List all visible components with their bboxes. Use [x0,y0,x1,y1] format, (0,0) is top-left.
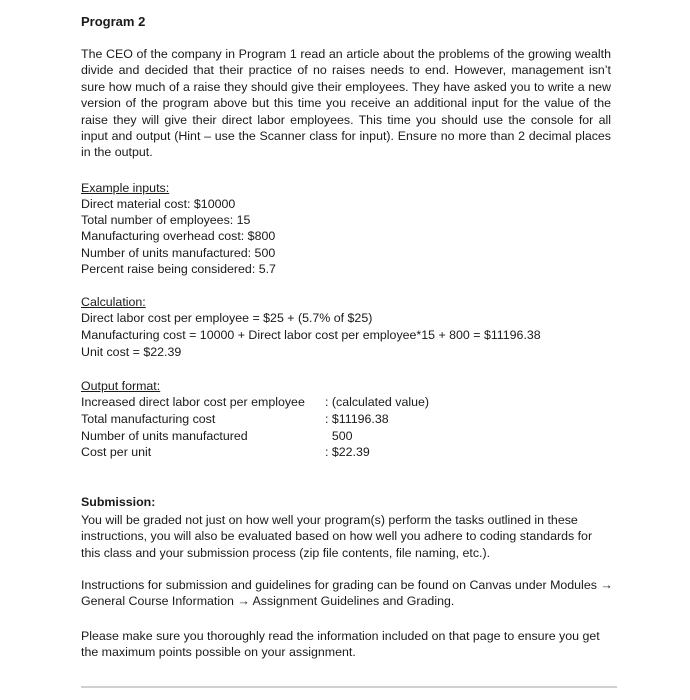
example-input-line: Manufacturing overhead cost: $800 [81,229,276,243]
calculation-line: Direct labor cost per employee = $25 + (5.7% of $25) [81,311,373,325]
submission-heading: Submission: [81,495,156,509]
calculation-line: Unit cost = $22.39 [81,345,182,359]
example-input-line: Total number of employees: 15 [81,213,251,227]
output-label: Cost per unit [81,445,152,459]
example-input-line: Percent raise being considered: 5.7 [81,262,276,276]
example-input-line: Number of units manufactured: 500 [81,246,276,260]
output-value: : $11196.38 [325,412,389,426]
output-label: Total manufacturing cost [81,412,216,426]
submission-reminder-paragraph: Please make sure you thoroughly read the information included on that page to ensure you get the maximum points possible on your assignment. [81,629,600,660]
output-value: : (calculated value) [325,395,429,409]
submission-guidelines-line: General Course Information → Assignment Guidelines and Grading. [81,594,455,608]
calculation-line: Manufacturing cost = 10000 + Direct labor cost per employee*15 + 800 = $11196.38 [81,328,541,342]
output-value: : $22.39 [325,445,370,459]
intro-paragraph: The CEO of the company in Program 1 read an article about the problems of the growing wealth divide and decided that their practice of no raises needs to end. However, management isn’t sure how much of a raise they should give their employees. They have asked you to write a new version of the program above but this time you receive an additional input for the value of the raise they will give their direct labor employees. This time you should use the console for all input and output (Hint – use the Scanner class for input). Ensure no more than 2 decimal places in the output. [81,47,611,160]
submission-paragraph: You will be graded not just on how well your program(s) perform the tasks outlined in these instructions, you will also be evaluated based on how well you adhere to coding standards for this class and your submission process (zip file contents, file naming, etc.). [81,513,593,560]
example-inputs-heading: Example inputs: [81,181,170,195]
submission-guidelines-line: Instructions for submission and guidelines for grading can be found on Canvas under Modules → [81,578,613,592]
output-label: Increased direct labor cost per employee [81,395,305,409]
page-divider [81,686,617,688]
example-input-line: Direct material cost: $10000 [81,197,236,211]
output-value: 500 [325,429,353,443]
program-title: Program 2 [81,14,146,29]
output-label: Number of units manufactured [81,429,248,443]
output-format-heading: Output format: [81,379,161,393]
calculation-heading: Calculation: [81,295,146,309]
